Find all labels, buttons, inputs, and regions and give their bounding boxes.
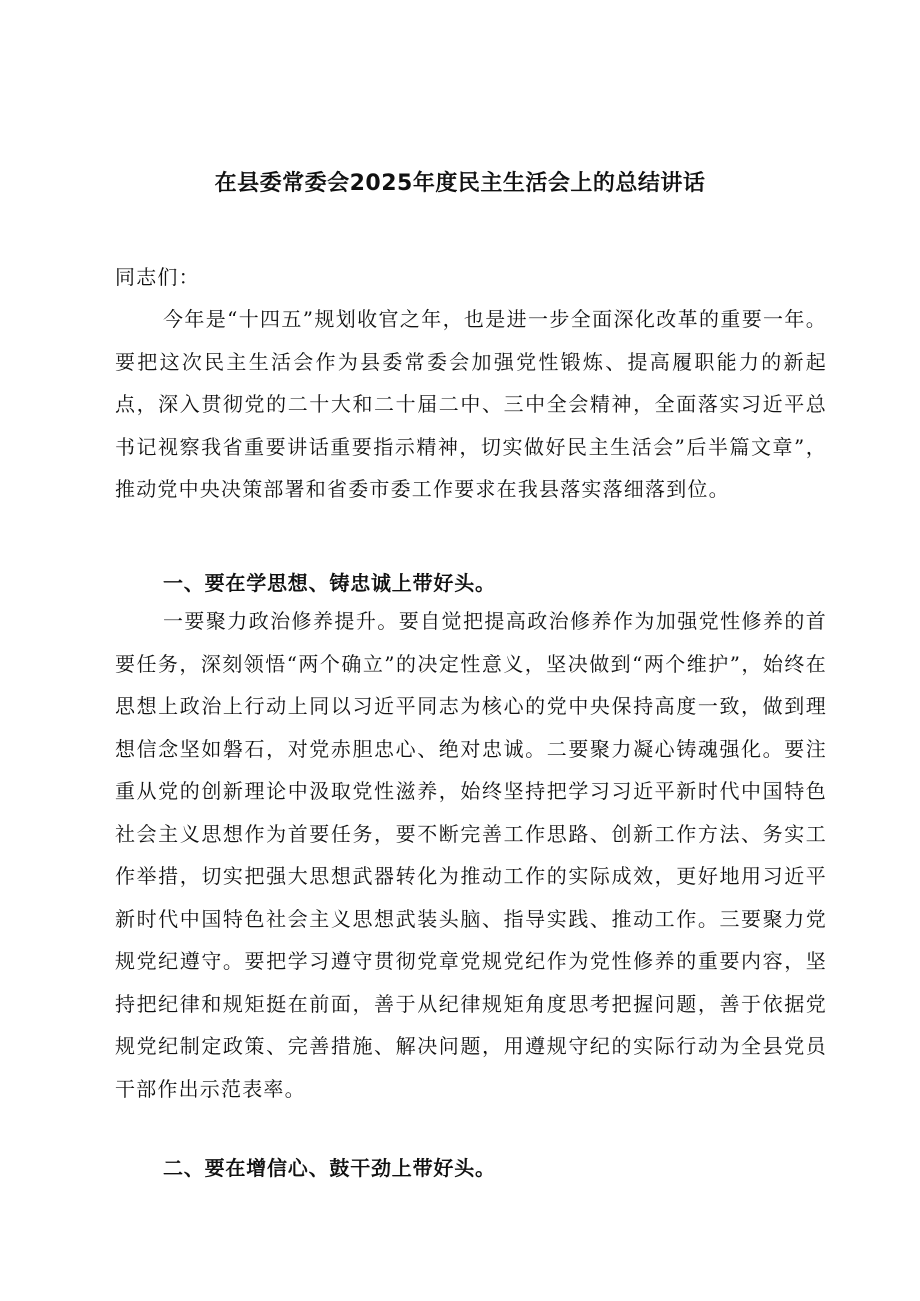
document-title: 在县委常委会2025年度民主生活会上的总结讲话 bbox=[214, 171, 706, 196]
section-1-paragraph: 一要聚力政治修养提升。要自觉把提高政治修养作为加强党性修养的首要任务，深刻领悟“两个确立”的决定性意义，坚决做到“两个维护”，始终在思想上政治上行动上同以习近平同志为核心的党中央保持高度一致，做到理想信念坚如磐石，对党赤胆忠心、绝对忠诚。二要聚力凝心铸魂强化。要注重从党的创新理论中汲取党性滋养，始终坚持把学习习近平新时代中国特色社会主义思想作为首要任务，要不断完善工作思路、创新工作方法、务实工作举措，切实把强大思想武器转化为推动工作的实际成效，更好地用习近平新时代中国特色社会主义思想武装头脑、指导实践、推动工作。三要聚力党规党纪遵守。要把学习遵守贯彻党章党规党纪作为党性修养的重要内容，坚持把纪律和规矩挺在前面，善于从纪律规矩角度思考把握问题，善于依据党规党纪制定政策、完善措施、解决问题，用遵规守纪的实际行动为全县党员干部作出示范表率。 bbox=[115, 609, 827, 1101]
salutation: 同志们： bbox=[115, 265, 200, 289]
section-heading-2: 二、要在增信心、鼓干劲上带好头。 bbox=[163, 1156, 496, 1180]
intro-paragraph: 今年是“十四五”规划收官之年，也是进一步全面深化改革的重要一年。要把这次民主生活会作为县委常委会加强党性锻炼、提高履职能力的新起点，深入贯彻党的二十大和二十届二中、三中全会精神，全面落实习近平总书记视察我省重要讲话重要指示精神，切实做好民主生活会”后半篇文章”，推动党中央决策部署和省委市委工作要求在我县落实落细落到位。 bbox=[115, 307, 827, 501]
section-heading-1: 一、要在学思想、铸忠诚上带好头。 bbox=[163, 571, 496, 595]
